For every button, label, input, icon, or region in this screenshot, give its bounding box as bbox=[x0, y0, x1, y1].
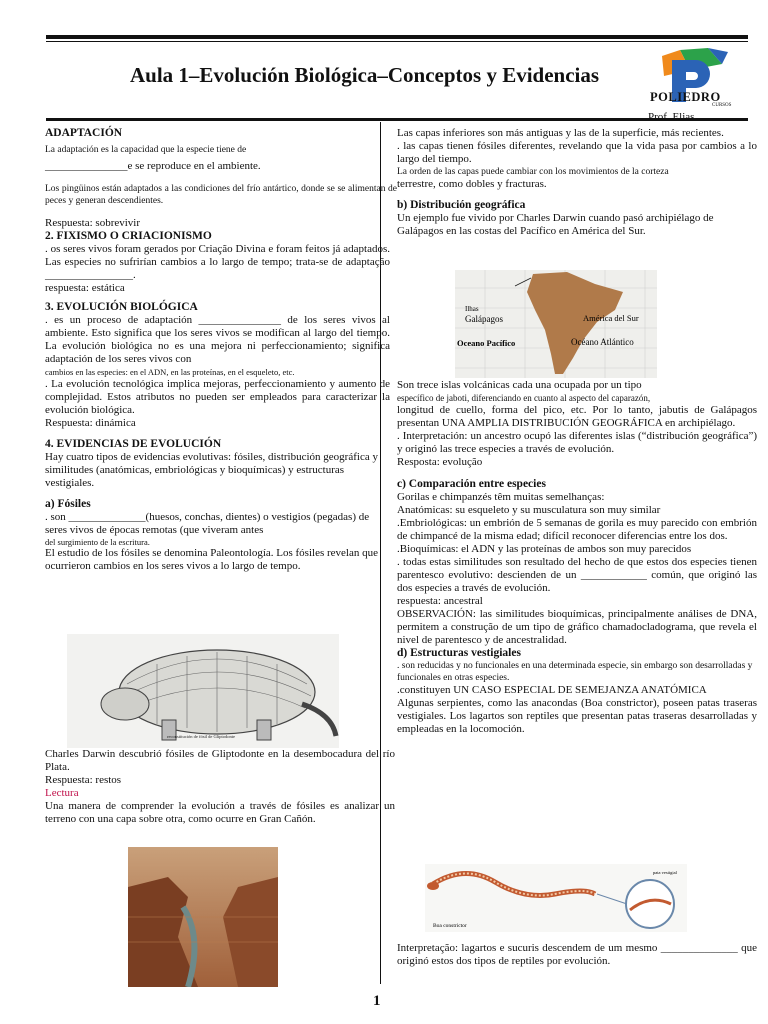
vestigiales-heading: d) Estructuras vestigiales bbox=[397, 647, 521, 659]
map-islas: Ilhas bbox=[465, 305, 479, 313]
distribucion-heading: b) Distribución geográfica bbox=[397, 199, 526, 211]
respuesta-estatica: respuesta: estática bbox=[45, 282, 125, 294]
right-column-top bbox=[397, 127, 757, 238]
right-column-bottom bbox=[397, 942, 757, 968]
embriologicas-text: .Embriológicas: un embrión de 5 semanas de gorila es muy parecido con embrión de chimpancé de la misma edad; difícil reconocer diferencias entre los dos. bbox=[397, 517, 757, 542]
map-oceano-atlantico: Océano Atlántico bbox=[571, 337, 634, 347]
comparacion-heading: c) Comparación entre especies bbox=[397, 478, 546, 490]
fosiles-small: del surgimiento de la escritura. bbox=[45, 537, 150, 547]
observacion-text: OBSERVACIÓN: las similitudes bioquímicas, principalmente análises de DNA, permitem a construção de um tipo de gráfico chamadocladograma, que revela el nivel de parentesco y de ancestralidad. bbox=[397, 608, 757, 646]
evidencias-text: Hay cuatro tipos de evidencias evolutivas: fósiles, distribución geográfica y similitudes (anatómicas, embriológicas y bioquímicas) y estructuras vestigiales. bbox=[45, 451, 378, 489]
page-number: 1 bbox=[373, 993, 381, 1009]
anatomicas-text: Anatómicas: su esqueleto y su musculatura son muy similar bbox=[397, 504, 661, 516]
logo-text: POLIEDRO bbox=[650, 90, 721, 104]
fixismo-heading: 2. FIXISMO O CRIACIONISMO bbox=[45, 230, 212, 242]
capas-text1: Las capas inferiores son más antiguas y las de la superficie, más recientes. bbox=[397, 127, 724, 139]
map-galapagos: Galápagos bbox=[465, 314, 503, 324]
respuesta-dinamica: Respuesta: dinámica bbox=[45, 417, 136, 429]
evolucion-heading: 3. EVOLUCIÓN BIOLÓGICA bbox=[45, 301, 198, 313]
boa-label: Boa constrictor bbox=[433, 923, 467, 929]
comparacion-text: Gorilas e chimpanzés têm muitas semelhanças: bbox=[397, 491, 605, 503]
south-america-map bbox=[455, 270, 657, 378]
bioquimicas-text: .Bioquímicas: el ADN y las proteínas de ambos son muy parecidos bbox=[397, 543, 692, 555]
boa-skeleton-image bbox=[425, 864, 687, 932]
interpretacion-1: . Interpretación: un ancestro ocupó las diferentes islas (“distribución geográfica”) y originó las trece especies a través de evolución. bbox=[397, 430, 757, 455]
lectura-heading: Lectura bbox=[45, 787, 79, 799]
capas-text4: terrestre, como dobles y fracturas. bbox=[397, 178, 547, 190]
darwin-gliptodonte-text: Charles Darwin descubrió fósiles de Gliptodonte en la desembocadura del río Plata. bbox=[45, 748, 395, 773]
logo-subtext: CURSOS bbox=[712, 103, 732, 108]
distribucion-text: Un ejemplo fue vivido por Charles Darwin cuando pasó archipiélago de Galápagos en las costas del Pacífico en América del Sur. bbox=[397, 212, 714, 237]
fosiles-text: . son ______________(huesos, conchas, dientes) o vestigios (pegadas) de seres vivos de épocas remotas (que viveram antes bbox=[45, 511, 370, 536]
evolucion-text: . es un proceso de adaptación _______________ de los seres vivos al ambiente. Esto significa que los seres vivos se modifican al largo del tiempo. La evolución biológica no es una mejora ni perfeccionamiento; significa adaptación de los seres vivos con bbox=[45, 314, 390, 365]
pinguinos-text: Los pingüinos están adaptados a las condiciones del frío antártico, donde se se alimentan de peces y generan descendientes. bbox=[45, 184, 397, 206]
map-oceano-pacifico: Oceano Pacífico bbox=[457, 338, 516, 348]
lectura-text: Una manera de comprender la evolución a través de fósiles es analizar un terreno con una capa sobre otra, como ocurre en Gran Cañón. bbox=[45, 800, 395, 825]
top-rule bbox=[46, 35, 748, 39]
respuesta-sobrevivir: Respuesta: sobrevivir bbox=[45, 217, 141, 229]
pata-vestigial-label: pata vestigial bbox=[653, 870, 677, 875]
interpretacao-2: Interpretação: lagartos e sucuris descendem de um mesmo ______________ que originó estos dos tipos de reptiles por evolución. bbox=[397, 942, 757, 967]
map-america-del-sur: América del Sur bbox=[583, 313, 639, 323]
evidencias-heading: 4. EVIDENCIAS DE EVOLUCIÓN bbox=[45, 438, 222, 450]
left-column-bottom bbox=[45, 748, 395, 826]
left-column bbox=[45, 127, 397, 573]
gliptodonte-caption: reconstitución de fósil de Gliptodonte bbox=[167, 734, 235, 739]
fosiles-heading: a) Fósiles bbox=[45, 498, 91, 510]
capas-text2: . las capas tienen fósiles diferentes, revelando que la vida pasa por cambios a lo largo del tiempo. bbox=[397, 140, 757, 165]
vestigiales-small: . son reducidas y no funcionales en una determinada especie, sin embargo son desarrolladas y funcionales en otras especies. bbox=[397, 661, 753, 683]
islas-text: Son trece islas volcánicas cada una ocupada por un tipo bbox=[397, 379, 642, 391]
author-name: Prof. Elias bbox=[648, 111, 695, 123]
right-column-middle bbox=[397, 379, 757, 736]
adaptacion-line1: La adaptación es la capacidad que la especie tiene de bbox=[45, 145, 247, 155]
fosiles-text2: El estudio de los fósiles se denomina Paleontología. Los fósiles revelan que ocurrieron cambios en los seres vivos a lo largo de tempo. bbox=[45, 547, 378, 572]
gliptodonte-image bbox=[67, 634, 339, 748]
header-rule bbox=[46, 118, 748, 121]
similitudes-text: . todas estas similitudes son resultado del hecho de que estos dos especies tienen parentesco evolutivo: descienden de un ____________ común, que originó las dos especies a través de evolución. bbox=[397, 556, 757, 594]
resposta-evolucao: Resposta: evolução bbox=[397, 456, 483, 468]
respuesta-restos: Respuesta: restos bbox=[45, 774, 122, 786]
evolucion-small: cambios en las especies: en el ADN, en las proteínas, en el esqueleto, etc. bbox=[45, 367, 295, 377]
capas-text3: La orden de las capas puede cambiar con los movimientos de la corteza bbox=[397, 167, 669, 177]
fixismo-text: . os seres vivos foram gerados por Criação Divina e foram feitos já adaptados. Las especies no sufrirían cambios a lo largo de tempo; trata-se de adaptação ________________. bbox=[45, 243, 390, 281]
top-rule-thin bbox=[46, 41, 748, 42]
vestigiales-text: .constituyen UN CASO ESPECIAL DE SEMEJANZA ANATÓMICA bbox=[397, 684, 707, 696]
evolucion-text2: . La evolución tecnológica implica mejoras, perfeccionamiento y aumento de complejidad. Estos atributos no pueden ser empleados para caracterizar la evolución biológica. bbox=[45, 378, 390, 416]
respuesta-ancestral: respuesta: ancestral bbox=[397, 595, 483, 607]
adaptacion-line2: _______________e se reproduce en el ambiente. bbox=[45, 160, 261, 172]
serpientes-text: Algunas serpientes, como las anacondas (Boa constrictor), poseen patas traseras vestigiales. Los lagartos son reptiles que presentan patas traseras desarrolladas y empleadas en la locomoción. bbox=[397, 697, 757, 735]
adaptacion-heading: ADAPTACIÓN bbox=[45, 127, 123, 139]
islas-text2: longitud de cuello, forma del pico, etc. Por lo tanto, jabutis de Galápagos presentan UNA AMPLIA DISTRIBUCIÓN GEOGRÁFICA en archipiélago. bbox=[397, 404, 757, 429]
gran-canon-image bbox=[128, 847, 278, 987]
page-title: Aula 1–Evolución Biológica–Conceptos y Evidencias bbox=[130, 63, 600, 87]
islas-small: específico de jaboti, diferenciando en cuanto al aspecto del caparazón, bbox=[397, 393, 651, 403]
